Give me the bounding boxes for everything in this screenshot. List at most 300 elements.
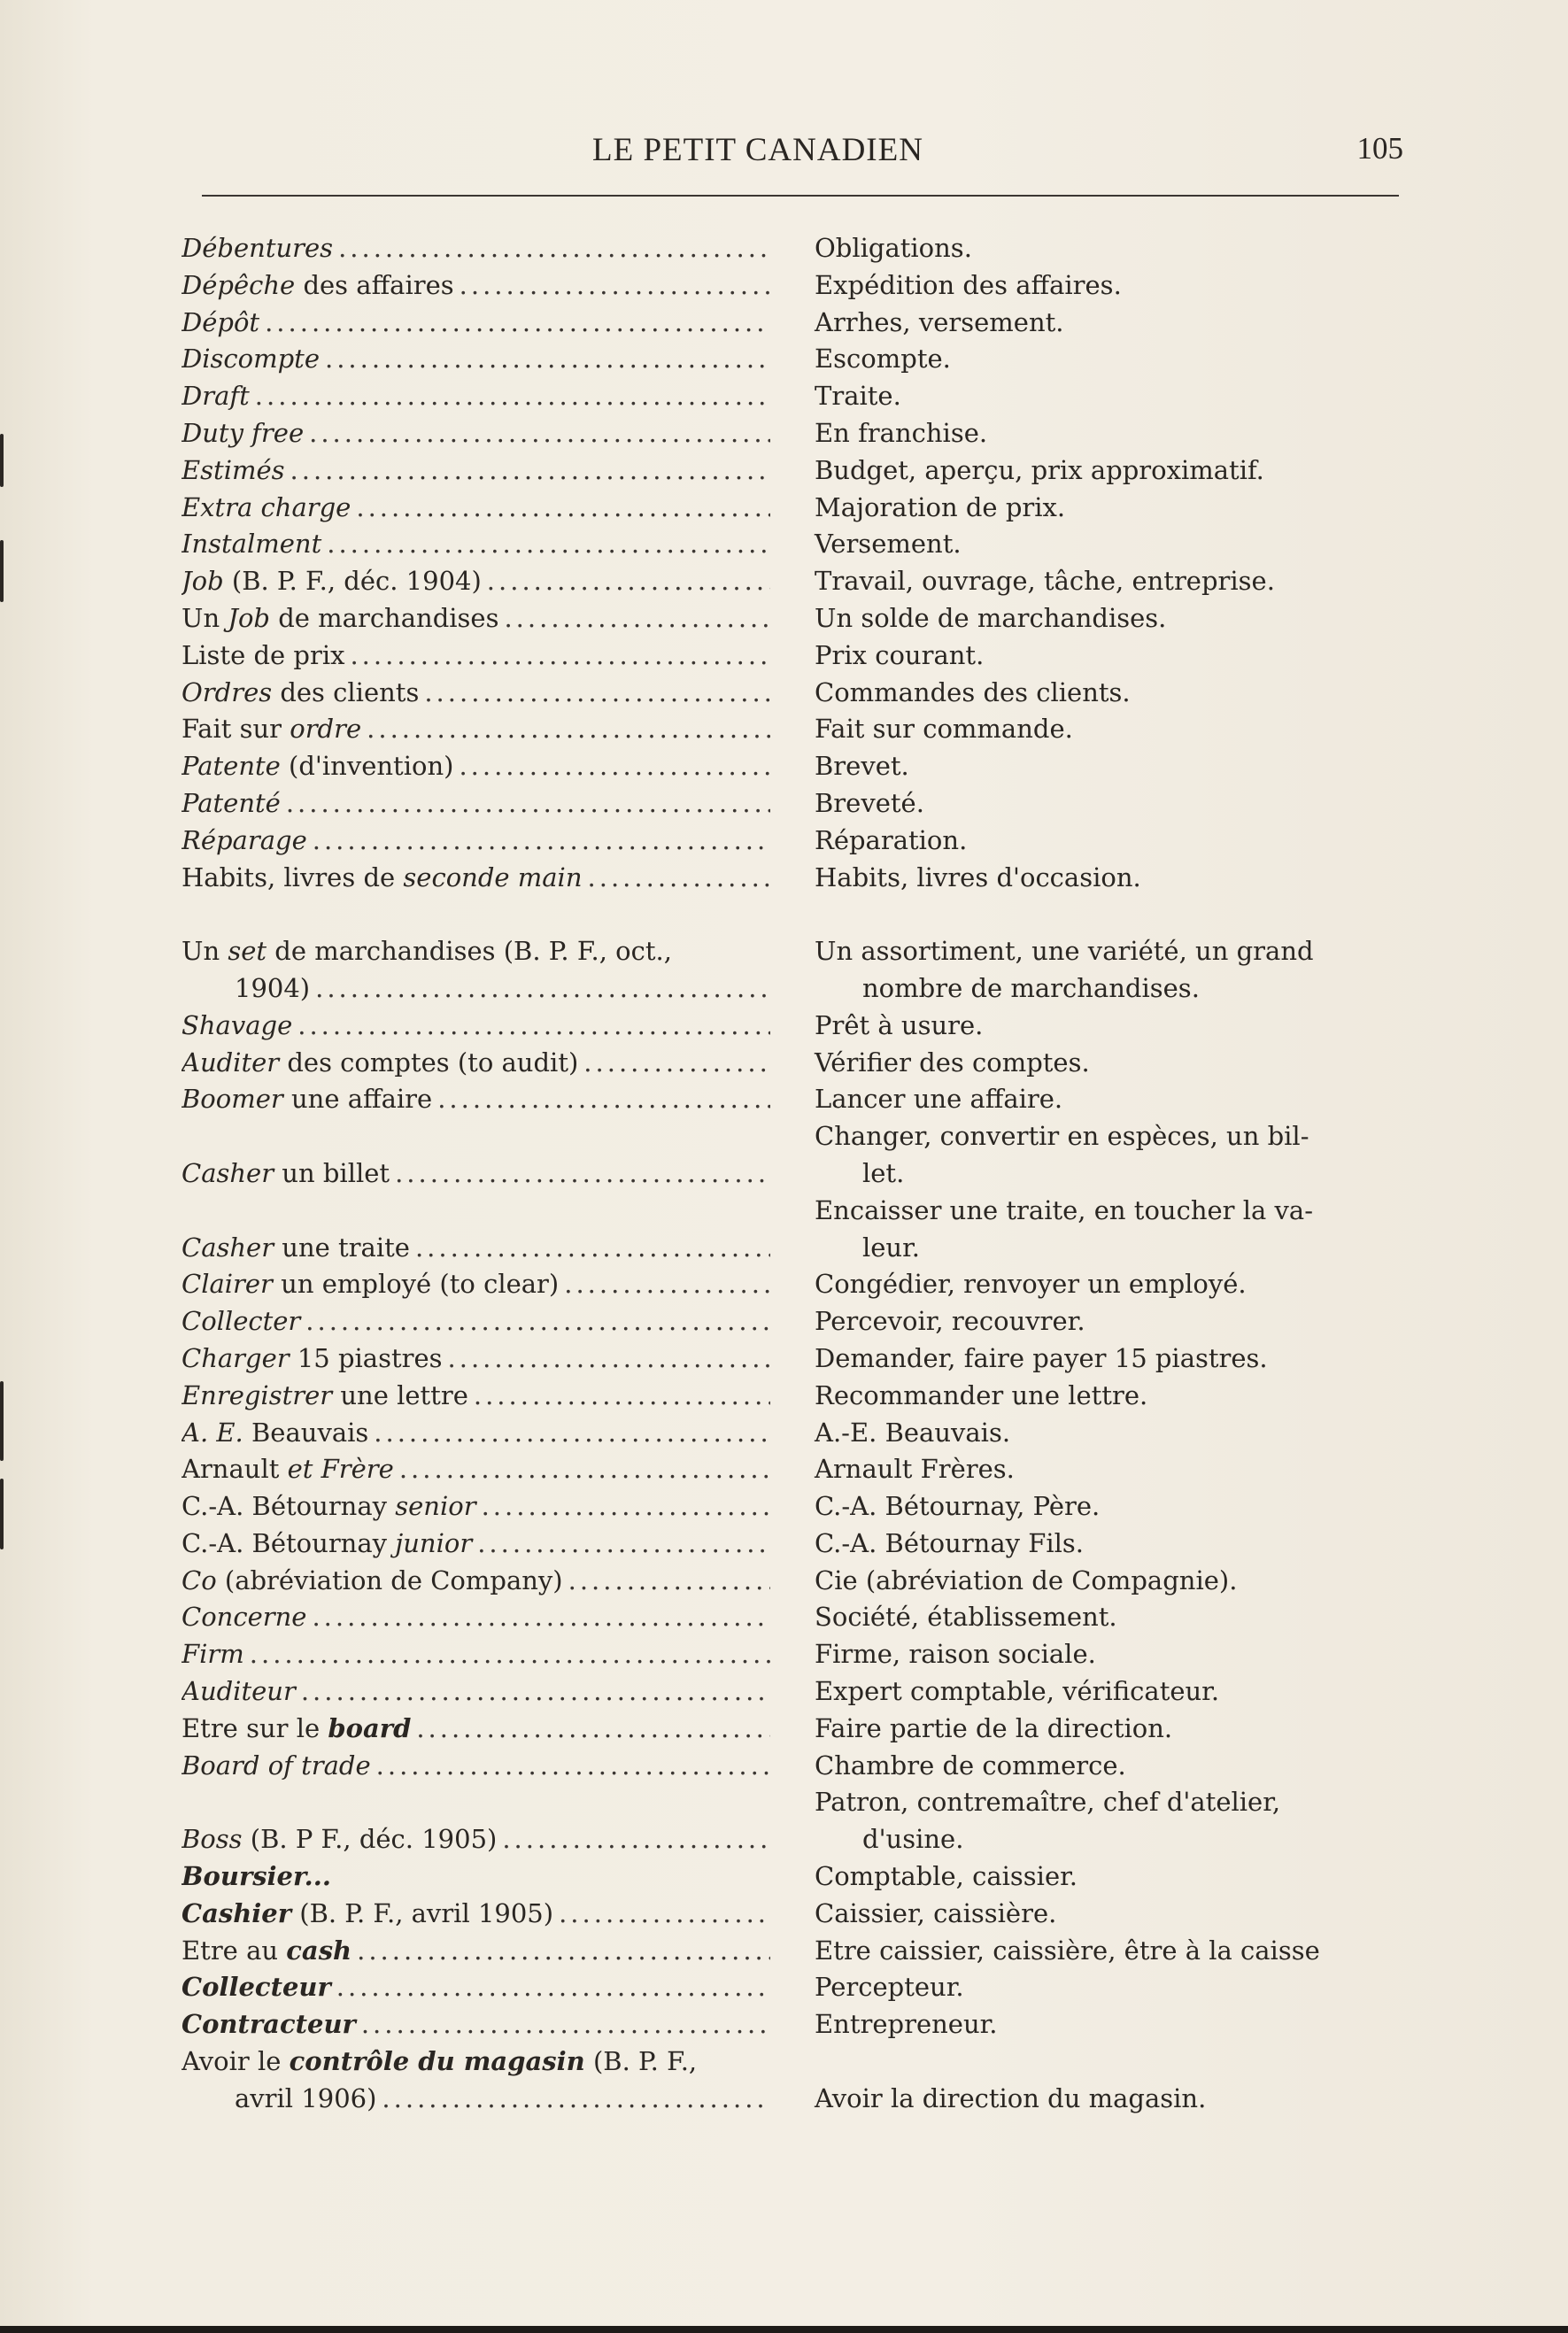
term-segment: Auditeur <box>182 1676 296 1707</box>
term-segment: (B. P. F., <box>584 2046 698 2077</box>
french-equivalent: Chambre de commerce. <box>815 1750 1126 1781</box>
anglicism-term <box>182 230 333 267</box>
term-segment: Estimés <box>182 454 285 485</box>
term-segment: Duty free <box>182 417 305 448</box>
term-column <box>182 675 770 712</box>
dot-leaders <box>487 563 770 600</box>
term-column <box>182 1045 770 1082</box>
anglicism-term <box>182 637 344 675</box>
french-equivalent: Faire partie de la direction. <box>815 1712 1173 1743</box>
anglicism-term <box>182 933 672 970</box>
anglicism-term <box>182 1155 390 1193</box>
dot-leaders <box>297 1008 770 1045</box>
correction-column <box>815 1599 1403 1636</box>
term-column <box>182 378 770 415</box>
french-equivalent: C.-A. Bétournay, Père. <box>815 1491 1101 1522</box>
term-segment: Dépôt <box>182 306 260 337</box>
anglicism-term <box>182 1563 563 1600</box>
term-line <box>182 748 770 785</box>
term-segment: Un <box>182 936 228 967</box>
dot-leaders <box>367 711 770 748</box>
dot-leaders <box>338 230 770 267</box>
correction-column <box>815 2043 1403 2118</box>
term-segment: Instalment <box>182 529 322 560</box>
correction-column <box>815 1488 1403 1526</box>
dot-leaders <box>474 1378 770 1415</box>
term-segment: Extra charge <box>182 491 351 522</box>
term-segment: Patente <box>182 751 281 782</box>
term-column <box>182 1488 770 1526</box>
anglicism-term <box>182 1266 559 1303</box>
correction-column <box>815 600 1403 637</box>
dot-leaders <box>265 305 770 342</box>
term-column <box>182 2043 770 2118</box>
term-segment: seconde main <box>403 861 583 892</box>
french-equivalent: Caissier, caissière. <box>815 1897 1057 1928</box>
correction-column <box>815 378 1403 415</box>
term-segment: Cashier <box>182 1897 292 1928</box>
term-column <box>182 896 770 1007</box>
term-segment: Dépêche <box>182 269 296 300</box>
term-segment: Arnault <box>182 1454 288 1485</box>
anglicism-term <box>182 785 281 823</box>
term-line <box>182 1636 770 1673</box>
term-segment: (B. P F., déc. 1905) <box>242 1824 498 1855</box>
header-rule <box>202 195 1399 197</box>
term-line <box>182 2043 770 2081</box>
french-equivalent: Un solde de marchandises. <box>815 602 1167 633</box>
term-column <box>182 748 770 785</box>
correction-column <box>815 563 1403 600</box>
anglicism-term <box>182 711 361 748</box>
anglicism-term <box>182 1858 331 1896</box>
correction-column <box>815 823 1403 860</box>
running-title: LE PETIT CANADIEN <box>592 132 923 168</box>
term-line <box>182 1711 770 1748</box>
glossary-row <box>182 1673 1403 1711</box>
dot-leaders <box>460 267 770 305</box>
correction-column <box>815 1340 1403 1378</box>
anglicism-term <box>182 1230 410 1267</box>
term-line <box>182 1563 770 1600</box>
correction-column <box>815 1896 1403 1933</box>
term-segment: Firm <box>182 1639 244 1670</box>
correction-column <box>815 1266 1403 1303</box>
correction-column <box>815 1415 1403 1452</box>
term-line <box>182 341 770 378</box>
term-segment: Casher <box>182 1157 274 1188</box>
french-equivalent: Comptable, caissier. <box>815 1861 1078 1892</box>
glossary-row <box>182 341 1403 378</box>
correction-column <box>815 896 1403 1007</box>
term-segment: des affaires <box>295 269 454 300</box>
term-column <box>182 1451 770 1488</box>
term-line <box>182 1340 770 1378</box>
anglicism-term <box>182 748 453 785</box>
term-segment: 1904) <box>235 972 311 1003</box>
term-column <box>182 1378 770 1415</box>
term-column <box>182 526 770 563</box>
anglicism-term <box>182 1451 394 1488</box>
correction-column <box>815 1636 1403 1673</box>
french-equivalent: Versement. <box>815 529 962 560</box>
glossary-row <box>182 1081 1403 1118</box>
anglicism-term <box>182 1340 443 1378</box>
term-segment: avril 1906) <box>235 2082 377 2113</box>
glossary-row <box>182 896 1403 1007</box>
glossary-row <box>182 2043 1403 2118</box>
term-segment: senior <box>395 1491 476 1522</box>
term-line <box>182 378 770 415</box>
french-equivalent: Arrhes, versement. <box>815 306 1064 337</box>
dot-leaders <box>376 1748 770 1785</box>
term-line <box>182 1748 770 1785</box>
dot-leaders <box>504 600 770 637</box>
term-line <box>182 675 770 712</box>
term-line <box>182 1673 770 1711</box>
term-segment: cash <box>286 1935 352 1966</box>
correction-column <box>815 415 1403 452</box>
term-line <box>182 785 770 823</box>
correction-column <box>815 230 1403 267</box>
term-segment: C.-A. Bétournay <box>182 1491 396 1522</box>
french-equivalent: En franchise. <box>815 417 988 448</box>
glossary-row <box>182 378 1403 415</box>
correction-column <box>815 860 1403 897</box>
anglicism-term <box>235 970 310 1008</box>
french-equivalent: Arnault Frères. <box>815 1454 1015 1485</box>
dot-leaders <box>356 490 770 527</box>
french-equivalent: Congédier, renvoyer un employé. <box>815 1269 1247 1300</box>
dot-leaders <box>350 637 770 675</box>
correction-column <box>815 1969 1403 2006</box>
dot-leaders <box>424 675 770 712</box>
anglicism-term <box>182 1636 244 1673</box>
term-segment: (B. P. F., déc. 1904) <box>223 566 482 597</box>
anglicism-term <box>182 600 498 637</box>
dot-leaders <box>357 1933 770 1970</box>
french-equivalent: Vérifier des comptes. <box>815 1047 1090 1078</box>
french-equivalent: Travail, ouvrage, tâche, entreprise. <box>815 566 1275 597</box>
anglicism-term <box>182 1933 351 1970</box>
glossary-row <box>182 1378 1403 1415</box>
correction-column <box>815 2006 1403 2043</box>
correction-column <box>815 1008 1403 1045</box>
glossary-row <box>182 1118 1403 1193</box>
term-line <box>182 305 770 342</box>
anglicism-term <box>182 1081 432 1118</box>
correction-column <box>815 1673 1403 1711</box>
term-segment: 15 piastres <box>289 1342 443 1373</box>
glossary-row <box>182 2006 1403 2043</box>
glossary-row <box>182 1784 1403 1858</box>
term-segment: Collecter <box>182 1306 301 1337</box>
dot-leaders <box>325 341 770 378</box>
anglicism-term <box>182 1008 292 1045</box>
term-column <box>182 1896 770 1933</box>
term-segment: Boursier... <box>182 1861 331 1892</box>
dot-leaders <box>250 1636 770 1673</box>
term-segment: Habits, livres de <box>182 861 404 892</box>
term-segment: Casher <box>182 1232 274 1263</box>
correction-column <box>815 1711 1403 1748</box>
term-line <box>182 711 770 748</box>
term-line <box>182 1045 770 1082</box>
term-segment: des clients <box>272 676 420 707</box>
page-edge <box>0 2326 1568 2333</box>
glossary-row <box>182 1340 1403 1378</box>
glossary-row <box>182 1526 1403 1563</box>
term-line <box>182 933 770 970</box>
correction-column <box>815 748 1403 785</box>
correction-column <box>815 1748 1403 1785</box>
french-equivalent: let. <box>862 1157 905 1188</box>
term-line <box>182 1858 770 1896</box>
anglicism-term <box>182 563 482 600</box>
anglicism-term <box>182 305 259 342</box>
dot-leaders <box>559 1896 770 1933</box>
anglicism-term <box>182 823 307 860</box>
glossary-row <box>182 305 1403 342</box>
term-line <box>182 1081 770 1118</box>
french-equivalent: Demander, faire payer 15 piastres. <box>815 1342 1268 1373</box>
dot-leaders <box>416 1711 770 1748</box>
term-line <box>182 2081 770 2118</box>
term-segment: Un <box>182 602 228 633</box>
anglicism-term <box>182 2043 697 2081</box>
term-column <box>182 415 770 452</box>
glossary-row <box>182 1193 1403 1267</box>
dot-leaders <box>305 1303 770 1340</box>
term-column <box>182 1118 770 1193</box>
term-line <box>182 1230 770 1267</box>
anglicism-term <box>182 1748 371 1785</box>
correction-column <box>815 711 1403 748</box>
binding-mark <box>0 1479 4 1549</box>
glossary-row <box>182 1266 1403 1303</box>
term-segment: ordre <box>290 714 362 745</box>
dot-leaders <box>374 1415 770 1452</box>
term-segment: des comptes (to audit) <box>279 1047 579 1078</box>
page-number: 105 <box>1356 131 1403 166</box>
glossary-row <box>182 1415 1403 1452</box>
term-line <box>182 1266 770 1303</box>
correction-column <box>815 1378 1403 1415</box>
term-segment: (abréviation de Company) <box>216 1564 563 1595</box>
term-line <box>182 637 770 675</box>
term-segment: Etre au <box>182 1935 287 1966</box>
term-line <box>182 230 770 267</box>
term-column <box>182 1340 770 1378</box>
dot-leaders <box>437 1081 770 1118</box>
term-line <box>182 860 770 897</box>
dot-leaders <box>395 1155 770 1193</box>
dot-leaders <box>564 1266 770 1303</box>
term-column <box>182 637 770 675</box>
term-line <box>182 1303 770 1340</box>
anglicism-term <box>182 1599 306 1636</box>
term-segment: Co <box>182 1564 217 1595</box>
term-column <box>182 230 770 267</box>
term-column <box>182 452 770 490</box>
french-equivalent <box>815 2043 1403 2081</box>
anglicism-term <box>182 490 351 527</box>
glossary-row <box>182 600 1403 637</box>
term-column <box>182 490 770 527</box>
term-line <box>182 415 770 452</box>
anglicism-term <box>182 341 320 378</box>
correction-column <box>815 267 1403 305</box>
term-segment: et Frère <box>287 1454 394 1485</box>
term-segment: C.-A. Bétournay <box>182 1527 396 1558</box>
anglicism-term <box>182 378 250 415</box>
term-column <box>182 1673 770 1711</box>
term-line <box>182 1969 770 2006</box>
glossary-list <box>182 230 1403 2118</box>
term-segment: une affaire <box>282 1084 433 1115</box>
glossary-row <box>182 415 1403 452</box>
correction-column <box>815 526 1403 563</box>
anglicism-term <box>182 415 304 452</box>
anglicism-term <box>182 1711 411 1748</box>
term-line <box>182 490 770 527</box>
glossary-row <box>182 785 1403 823</box>
term-segment: un employé (to clear) <box>272 1269 560 1300</box>
term-line <box>182 563 770 600</box>
glossary-row <box>182 1488 1403 1526</box>
term-line <box>182 452 770 490</box>
correction-column <box>815 1081 1403 1118</box>
dot-leaders <box>502 1821 770 1858</box>
glossary-row <box>182 1969 1403 2006</box>
glossary-row <box>182 675 1403 712</box>
term-column <box>182 823 770 860</box>
french-equivalent: Cie (abréviation de Compagnie). <box>815 1564 1238 1595</box>
correction-column <box>815 637 1403 675</box>
correction-column <box>815 1045 1403 1082</box>
term-segment: Job <box>182 566 224 597</box>
french-equivalent: Réparation. <box>815 824 968 855</box>
glossary-row <box>182 637 1403 675</box>
correction-column <box>815 305 1403 342</box>
anglicism-term <box>182 526 321 563</box>
term-segment: Liste de prix <box>182 639 345 670</box>
term-line <box>182 1896 770 1933</box>
french-equivalent: Majoration de prix. <box>815 491 1066 522</box>
glossary-row <box>182 1933 1403 1970</box>
glossary-row <box>182 1858 1403 1896</box>
term-column <box>182 1008 770 1045</box>
anglicism-term <box>182 267 454 305</box>
term-column <box>182 1748 770 1785</box>
glossary-row <box>182 1711 1403 1748</box>
french-equivalent: Expédition des affaires. <box>815 269 1122 300</box>
term-segment: un billet <box>274 1157 390 1188</box>
term-column <box>182 2006 770 2043</box>
term-segment: Boomer <box>182 1084 283 1115</box>
term-segment: A. E. <box>182 1417 243 1448</box>
glossary-row <box>182 1303 1403 1340</box>
french-equivalent: Habits, livres d'occasion. <box>815 861 1141 892</box>
dot-leaders <box>459 748 770 785</box>
french-equivalent: C.-A. Bétournay Fils. <box>815 1527 1085 1558</box>
anglicism-term <box>182 1821 497 1858</box>
term-line <box>182 1451 770 1488</box>
glossary-row <box>182 1599 1403 1636</box>
french-equivalent: Avoir la direction du magasin. <box>815 2082 1207 2113</box>
correction-column <box>815 1933 1403 1970</box>
term-line <box>182 600 770 637</box>
term-column <box>182 305 770 342</box>
dot-leaders <box>399 1451 770 1488</box>
correction-column <box>815 1526 1403 1563</box>
anglicism-term <box>182 860 583 897</box>
term-line <box>182 526 770 563</box>
term-segment: contrôle du magasin <box>289 2046 585 2077</box>
anglicism-term <box>182 1378 468 1415</box>
dot-leaders <box>588 860 770 897</box>
glossary-row <box>182 748 1403 785</box>
term-segment: Patenté <box>182 787 281 818</box>
term-column <box>182 1711 770 1748</box>
term-column <box>182 1636 770 1673</box>
term-column <box>182 1784 770 1858</box>
dot-leaders <box>477 1526 770 1563</box>
term-segment: Beauvais <box>243 1417 369 1448</box>
glossary-row <box>182 563 1403 600</box>
glossary-row <box>182 452 1403 490</box>
anglicism-term <box>182 675 419 712</box>
spacer <box>182 1193 770 1230</box>
term-line <box>182 1933 770 1970</box>
term-line <box>182 1599 770 1636</box>
term-line <box>182 970 770 1008</box>
french-equivalent: Etre caissier, caissière, être à la caisse <box>815 1935 1320 1966</box>
glossary-row <box>182 1896 1403 1933</box>
glossary-row <box>182 1748 1403 1785</box>
glossary-row <box>182 230 1403 267</box>
dot-leaders <box>315 970 770 1008</box>
anglicism-term <box>182 1969 331 2006</box>
term-column <box>182 1599 770 1636</box>
glossary-row <box>182 1451 1403 1488</box>
glossary-row <box>182 490 1403 527</box>
term-column <box>182 267 770 305</box>
dot-leaders <box>327 526 770 563</box>
term-line <box>182 267 770 305</box>
anglicism-term <box>182 1045 578 1082</box>
french-equivalent: Encaisser une traite, en toucher la va- <box>815 1194 1313 1225</box>
glossary-row <box>182 526 1403 563</box>
term-segment: Auditer <box>182 1047 280 1078</box>
correction-column <box>815 675 1403 712</box>
term-segment: board <box>328 1712 412 1743</box>
term-segment: Collecteur <box>182 1972 331 2003</box>
glossary-row <box>182 1563 1403 1600</box>
term-segment: Concerne <box>182 1602 307 1633</box>
term-column <box>182 1193 770 1267</box>
term-segment: (d'invention) <box>280 751 454 782</box>
term-line <box>182 1008 770 1045</box>
dot-leaders <box>255 378 770 415</box>
term-column <box>182 1526 770 1563</box>
french-equivalent: Budget, aperçu, prix approximatif. <box>815 454 1264 485</box>
term-segment: set <box>228 936 267 967</box>
french-equivalent: Fait sur commande. <box>815 714 1073 745</box>
glossary-row <box>182 1045 1403 1082</box>
french-equivalent: Un assortiment, une variété, un grand <box>815 936 1314 967</box>
term-column <box>182 1563 770 1600</box>
